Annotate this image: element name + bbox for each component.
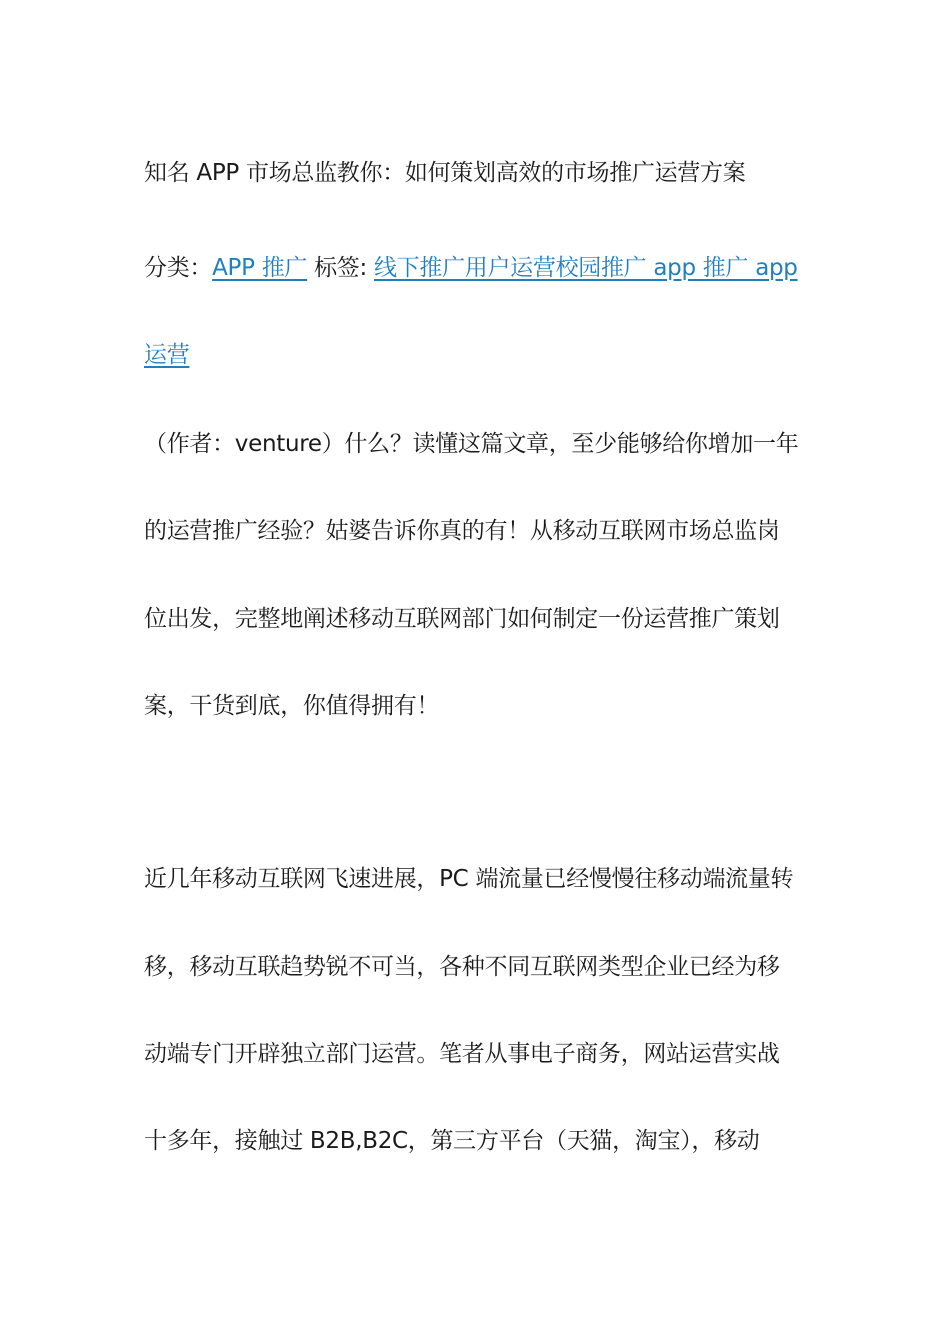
body-line: 十多年，接触过 B2B,B2C，第三方平台（天猫，淘宝），移动: [144, 1128, 760, 1154]
meta-line: [144, 253, 824, 283]
intro-line: 的运营推广经验？姑婆告诉你真的有！从移动互联网市场总监岗: [144, 518, 780, 544]
intro-line: 位出发，完整地阐述移动互联网部门如何制定一份运营推广策划: [144, 606, 780, 632]
category-link[interactable]: APP 推广: [212, 255, 308, 281]
body-line: 近几年移动互联网飞速进展，PC 端流量已经慢慢往移动端流量转: [144, 866, 794, 892]
category-label: 分类：: [144, 255, 213, 281]
body-line: 动端专门开辟独立部门运营。笔者从事电子商务，网站运营实战: [144, 1041, 780, 1067]
tags-link[interactable]: 线下推广用户运营校园推广 app 推广 app: [373, 255, 798, 281]
intro-line: （作者：venture）什么？读懂这篇文章，至少能够给你增加一年: [144, 431, 799, 457]
tags-label: 标签:: [307, 255, 374, 281]
meta-line-cont: [144, 340, 824, 370]
intro-line: 案，干货到底，你值得拥有！: [144, 693, 440, 719]
body-line: 移，移动互联趋势锐不可当，各种不同互联网类型企业已经为移: [144, 954, 780, 980]
article-title: 知名 APP 市场总监教你：如何策划高效的市场推广运营方案: [144, 160, 746, 186]
tags-link-continued[interactable]: 运营: [144, 342, 190, 368]
